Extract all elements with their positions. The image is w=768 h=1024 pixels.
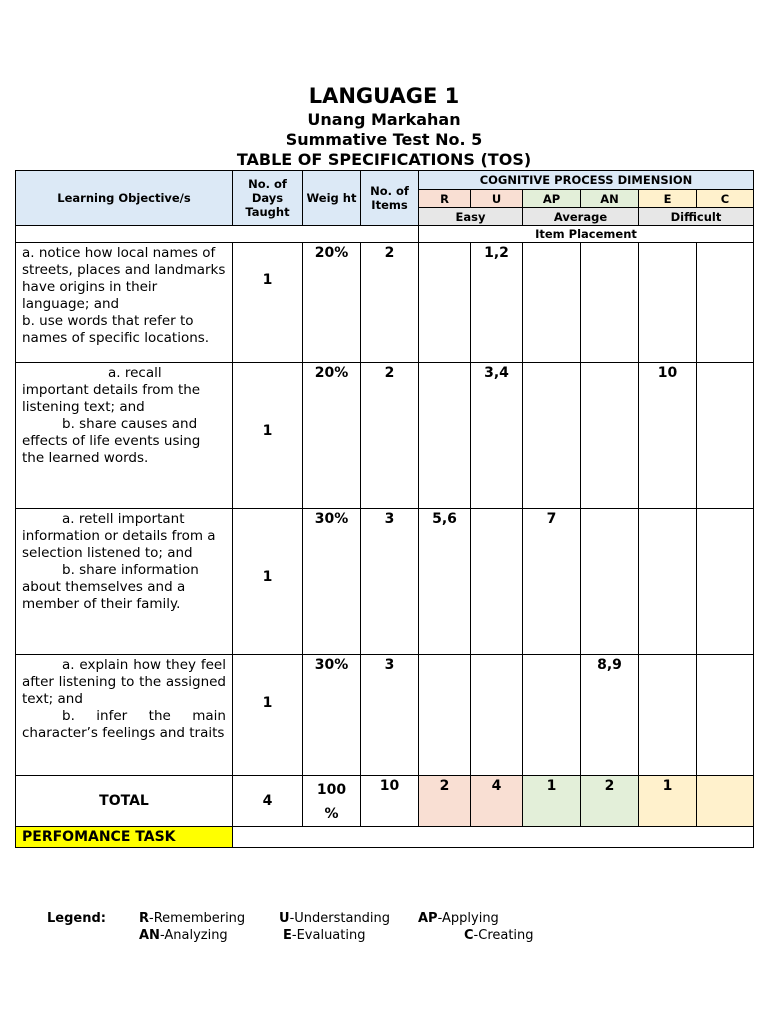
group-header-difficult: Difficult bbox=[639, 208, 754, 226]
header-row-placement bbox=[16, 226, 754, 243]
days-cell: 1 bbox=[233, 509, 303, 655]
e-cell bbox=[639, 509, 697, 655]
total-weight-number: 100 bbox=[316, 782, 347, 798]
objective-a bbox=[22, 365, 226, 416]
performance-task-label: PERFOMANCE TASK bbox=[16, 827, 233, 848]
performance-task-row bbox=[16, 827, 754, 848]
c-cell bbox=[697, 243, 754, 363]
r-cell bbox=[419, 363, 471, 509]
days-header bbox=[233, 171, 303, 226]
level-header-u: U bbox=[471, 190, 523, 208]
weight-cell: 30% bbox=[303, 509, 361, 655]
days-cell: 1 bbox=[233, 243, 303, 363]
level-header-an: AN bbox=[581, 190, 639, 208]
c-cell bbox=[697, 509, 754, 655]
total-ap: 1 bbox=[523, 776, 581, 827]
e-cell bbox=[639, 243, 697, 363]
total-e: 1 bbox=[639, 776, 697, 827]
level-header-ap: AP bbox=[523, 190, 581, 208]
total-u: 4 bbox=[471, 776, 523, 827]
an-cell bbox=[581, 243, 639, 363]
table-row bbox=[16, 363, 754, 509]
group-header-easy: Easy bbox=[419, 208, 523, 226]
u-cell bbox=[471, 655, 523, 776]
legend-item: E-Evaluating bbox=[283, 928, 366, 943]
weight-cell: 30% bbox=[303, 655, 361, 776]
items-header-text: No. of Items bbox=[370, 184, 409, 212]
objective-a-text: a. retell important information or details from a selection listened to; and bbox=[22, 511, 216, 561]
level-header-e: E bbox=[639, 190, 697, 208]
total-row bbox=[16, 776, 754, 827]
an-cell bbox=[581, 509, 639, 655]
objective-cell bbox=[16, 655, 233, 776]
e-cell: 10 bbox=[639, 363, 697, 509]
c-cell bbox=[697, 363, 754, 509]
u-cell: 1,2 bbox=[471, 243, 523, 363]
cpd-header: COGNITIVE PROCESS DIMENSION bbox=[419, 171, 754, 190]
objective-b bbox=[22, 562, 226, 613]
objective-b bbox=[22, 708, 226, 742]
table-row bbox=[16, 655, 754, 776]
r-cell bbox=[419, 243, 471, 363]
u-cell: 3,4 bbox=[471, 363, 523, 509]
total-c bbox=[697, 776, 754, 827]
quarter-subtitle: Unang Markahan bbox=[307, 110, 461, 129]
total-r: 2 bbox=[419, 776, 471, 827]
weight-cell: 20% bbox=[303, 243, 361, 363]
objective-a bbox=[22, 511, 226, 562]
tos-table bbox=[15, 170, 754, 848]
placement-header: Item Placement bbox=[419, 226, 754, 243]
objective-a-text: a. recall important details from the listening text; and bbox=[22, 365, 201, 415]
performance-task-cell bbox=[233, 827, 754, 848]
ap-cell bbox=[523, 243, 581, 363]
objective-b: b. use words that refer to names of specific locations. bbox=[22, 313, 210, 346]
ap-cell bbox=[523, 363, 581, 509]
objective-a bbox=[22, 657, 226, 708]
legend-item: U-Understanding bbox=[279, 911, 391, 926]
total-items: 10 bbox=[361, 776, 419, 827]
test-subtitle: Summative Test No. 5 bbox=[285, 130, 483, 149]
objective-a-text: a. explain how they feel after listening to the assigned text; and bbox=[22, 657, 226, 707]
total-an: 2 bbox=[581, 776, 639, 827]
total-label: TOTAL bbox=[16, 776, 233, 827]
items-cell: 3 bbox=[361, 655, 419, 776]
header-row-1 bbox=[16, 171, 754, 190]
page-title: LANGUAGE 1 bbox=[308, 84, 460, 108]
objective-header: Learning Objective/s bbox=[16, 171, 233, 226]
legend-item: AP-Applying bbox=[418, 911, 499, 926]
items-cell: 2 bbox=[361, 243, 419, 363]
table-row bbox=[16, 243, 754, 363]
objective-b-text: b. share causes and effects of life events using the learned words. bbox=[22, 416, 201, 466]
objective-cell bbox=[16, 363, 233, 509]
an-cell: 8,9 bbox=[581, 655, 639, 776]
days-header-text: No. of Days Taught bbox=[245, 177, 290, 219]
weight-header bbox=[303, 171, 361, 226]
r-cell: 5,6 bbox=[419, 509, 471, 655]
ap-cell: 7 bbox=[523, 509, 581, 655]
days-cell: 1 bbox=[233, 655, 303, 776]
an-cell bbox=[581, 363, 639, 509]
total-weight bbox=[303, 776, 361, 827]
r-cell bbox=[419, 655, 471, 776]
objective-cell bbox=[16, 243, 233, 363]
ap-cell bbox=[523, 655, 581, 776]
legend-item: R-Remembering bbox=[139, 911, 246, 926]
table-title: TABLE OF SPECIFICATIONS (TOS) bbox=[236, 150, 532, 169]
objective-cell bbox=[16, 509, 233, 655]
c-cell bbox=[697, 655, 754, 776]
e-cell bbox=[639, 655, 697, 776]
weight-cell: 20% bbox=[303, 363, 361, 509]
legend-label: Legend: bbox=[47, 911, 106, 926]
group-header-average: Average bbox=[523, 208, 639, 226]
legend-item: AN-Analyzing bbox=[139, 928, 228, 943]
total-days: 4 bbox=[233, 776, 303, 827]
level-header-r: R bbox=[419, 190, 471, 208]
objective-a: a. notice how local names of streets, places and landmarks have origins in their language; and bbox=[22, 245, 226, 312]
items-cell: 3 bbox=[361, 509, 419, 655]
weight-header-text: Weig ht bbox=[306, 191, 357, 205]
objective-b bbox=[22, 416, 226, 467]
table-row bbox=[16, 509, 754, 655]
header-spacer bbox=[16, 226, 419, 243]
days-cell: 1 bbox=[233, 363, 303, 509]
total-weight-percent: % bbox=[324, 806, 339, 822]
level-header-c: C bbox=[697, 190, 754, 208]
objective-b-text: b. infer the main character’s feelings and traits bbox=[22, 708, 226, 741]
u-cell bbox=[471, 509, 523, 655]
items-cell: 2 bbox=[361, 363, 419, 509]
objective-b-text: b. share information about themselves and a member of their family. bbox=[22, 562, 199, 612]
items-header bbox=[361, 171, 419, 226]
legend-item: C-Creating bbox=[464, 928, 534, 943]
